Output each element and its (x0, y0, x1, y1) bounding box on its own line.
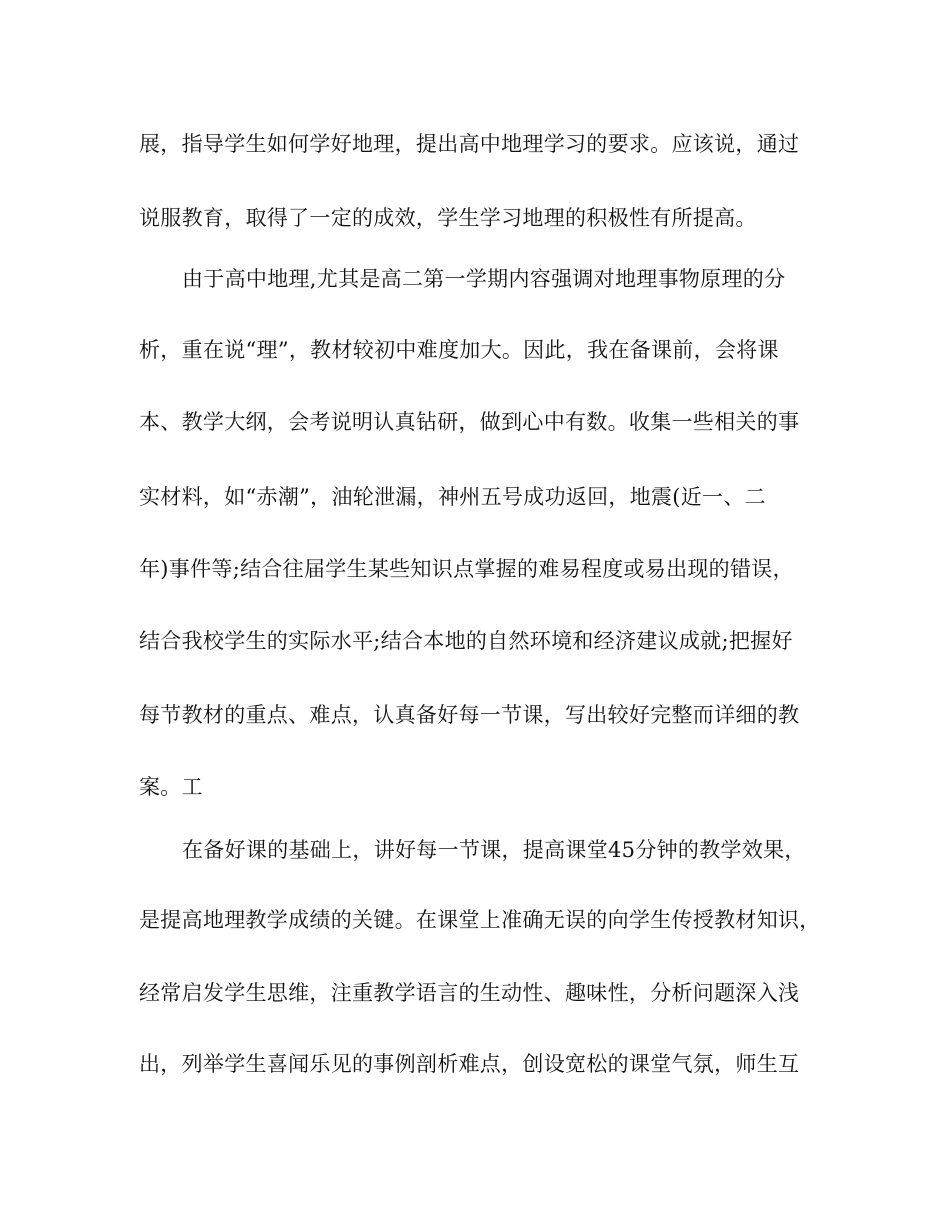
text-line: 是提高地理教学成绩的关键。在课堂上准确无误的向学生传授教材知识， (139, 908, 821, 932)
paragraph-start-line: 在备好课的基础上，讲好每一节课，提高课堂45分钟的教学效果， (182, 838, 806, 862)
text-line: 析，重在说“理”，教材较初中难度加大。因此，我在备课前，会将课 (139, 338, 779, 362)
text-line: 经常启发学生思维，注重教学语言的生动性、趣味性，分析问题深入浅 (139, 981, 800, 1005)
text-line: 每节教材的重点、难点，认真备好每一节课，写出较好完整而详细的教 (139, 703, 800, 727)
text-line: 年)事件等;结合往届学生某些知识点掌握的难易程度或易出现的错误， (139, 557, 794, 581)
text-line: 本、教学大纲，会考说明认真钻研，做到心中有数。收集一些相关的事 (139, 410, 800, 434)
text-line: 案。工 (139, 775, 203, 799)
text-line: 出，列举学生喜闻乐见的事例剖析难点，创设宽松的课堂气氛，师生互 (139, 1052, 800, 1076)
text-line: 说服教育，取得了一定的成效，学生学习地理的积极性有所提高。 (139, 206, 757, 230)
paragraph-start-line: 由于高中地理,尤其是高二第一学期内容强调对地理事物原理的分 (182, 267, 786, 291)
text-line: 结合我校学生的实际水平;结合本地的自然环境和经济建议成就;把握好 (139, 629, 793, 653)
text-line: 实材料，如“赤潮”，油轮泄漏，神州五号成功返回，地震(近一、二 (139, 485, 766, 509)
text-line: 展，指导学生如何学好地理，提出高中地理学习的要求。应该说，通过 (139, 132, 800, 156)
